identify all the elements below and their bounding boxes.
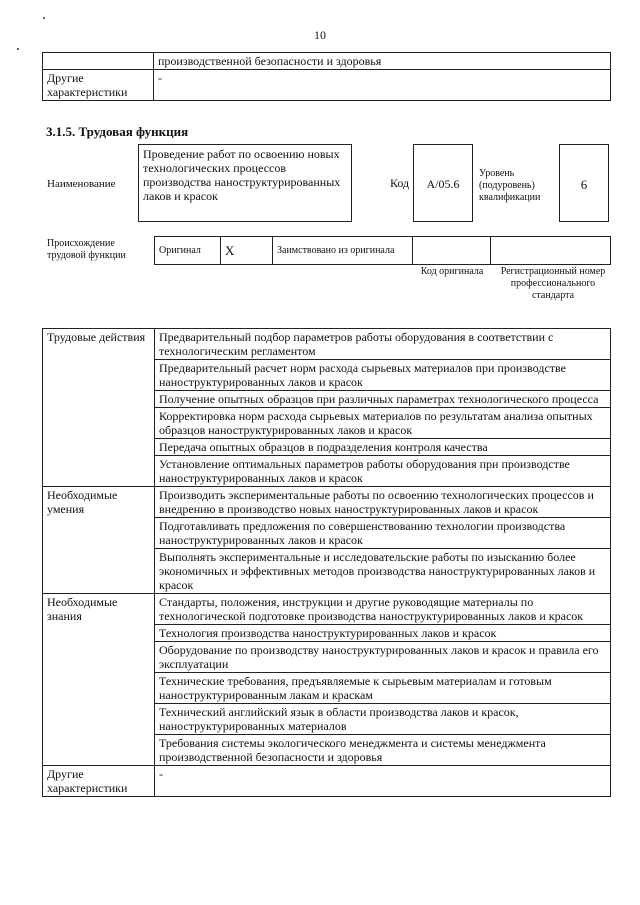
reg-number-cell xyxy=(491,237,611,265)
action-item: Корректировка норм расхода сырьевых материалов по результатам анализа опытных образцов наноструктурированных лаков и красок xyxy=(155,408,610,439)
origin-table xyxy=(154,236,611,265)
level-value: 6 xyxy=(580,177,588,192)
scan-speck xyxy=(43,17,45,19)
code-box xyxy=(413,144,473,222)
page-number: 10 xyxy=(314,28,326,42)
knowledge-item: Технический английский язык в области производства лаков и красок, наноструктурированных материалов xyxy=(155,704,610,735)
action-item: Предварительный подбор параметров работы оборудования в соответствии с технологическим регламентом xyxy=(155,329,610,360)
knowledge-item: Технология производства наноструктурированных лаков и красок xyxy=(155,625,610,642)
name-label: Наименование xyxy=(47,178,116,190)
original-mark: X xyxy=(221,237,273,265)
skills-list xyxy=(155,487,611,594)
actions-list xyxy=(155,329,611,487)
action-item: Предварительный расчет норм расхода сырьевых материалов при производстве наноструктурированных лаков и красок xyxy=(155,360,610,391)
top-continuation-table xyxy=(42,52,611,101)
top-other-label: Другие характеристики xyxy=(43,70,154,101)
borrowed-label: Заимствовано из оригинала xyxy=(273,237,413,265)
original-code-cell xyxy=(413,237,491,265)
skill-item: Выполнять экспериментальные и исследовательские работы по изысканию более экономичных и эффективных методов производства наноструктурированных лаков и красок xyxy=(159,550,596,592)
scan-speck xyxy=(17,48,19,50)
top-empty-cell xyxy=(43,53,154,70)
other-label: Другие характеристики xyxy=(43,766,155,797)
code-label: Код xyxy=(390,176,410,190)
actions-label: Трудовые действия xyxy=(43,329,155,487)
action-item: Получение опытных образцов при различных параметрах технологического процесса xyxy=(155,391,610,408)
knowledge-item: Требования системы экологического менеджмента и системы менеджмента производственной безопасности и здоровья xyxy=(159,736,546,764)
section-title: 3.1.5. Трудовая функция xyxy=(46,124,189,139)
function-details-table xyxy=(42,328,611,797)
top-continuation-text: производственной безопасности и здоровья xyxy=(154,53,611,70)
level-label: Уровень (подуровень) квалификации xyxy=(479,168,541,203)
knowledge-list xyxy=(155,594,611,766)
code-original-caption: Код оригинала xyxy=(420,266,484,277)
knowledge-item: Оборудование по производству наноструктурированных лаков и красок и правила его эксплуатации xyxy=(155,642,610,673)
skills-label: Необходимые умения xyxy=(43,487,155,594)
function-name-value: Проведение работ по освоению новых технологических процессов производства наноструктурированных лаков и красок xyxy=(143,147,341,203)
original-label: Оригинал xyxy=(155,237,221,265)
knowledge-item: Технические требования, предъявляемые к сырьевым материалам и готовым наноструктурированным лакам и краскам xyxy=(155,673,610,704)
function-name-box xyxy=(138,144,352,222)
knowledge-label: Необходимые знания xyxy=(43,594,155,766)
skill-item: Подготавливать предложения по совершенствованию технологии производства наноструктурированных лаков и красок xyxy=(155,518,610,549)
reg-number-caption: Регистрационный номер профессионального стандарта xyxy=(500,266,606,301)
skill-item: Производить экспериментальные работы по освоению технологических процессов и внедрению в производство новых наноструктурированных лаков и красок xyxy=(155,487,610,518)
level-box xyxy=(559,144,609,222)
other-value: - xyxy=(155,766,611,797)
code-value: А/05.6 xyxy=(426,177,460,191)
action-item: Передача опытных образцов в подразделения контроля качества xyxy=(155,439,610,456)
origin-label: Происхождение трудовой функции xyxy=(47,238,126,261)
knowledge-item: Стандарты, положения, инструкции и другие руководящие материалы по технологической подготовке производства наноструктурированных лаков и красок xyxy=(155,594,610,625)
top-other-value: - xyxy=(154,70,611,101)
action-item: Установление оптимальных параметров работы оборудования при производстве наноструктурированных лаков и красок xyxy=(159,457,570,485)
